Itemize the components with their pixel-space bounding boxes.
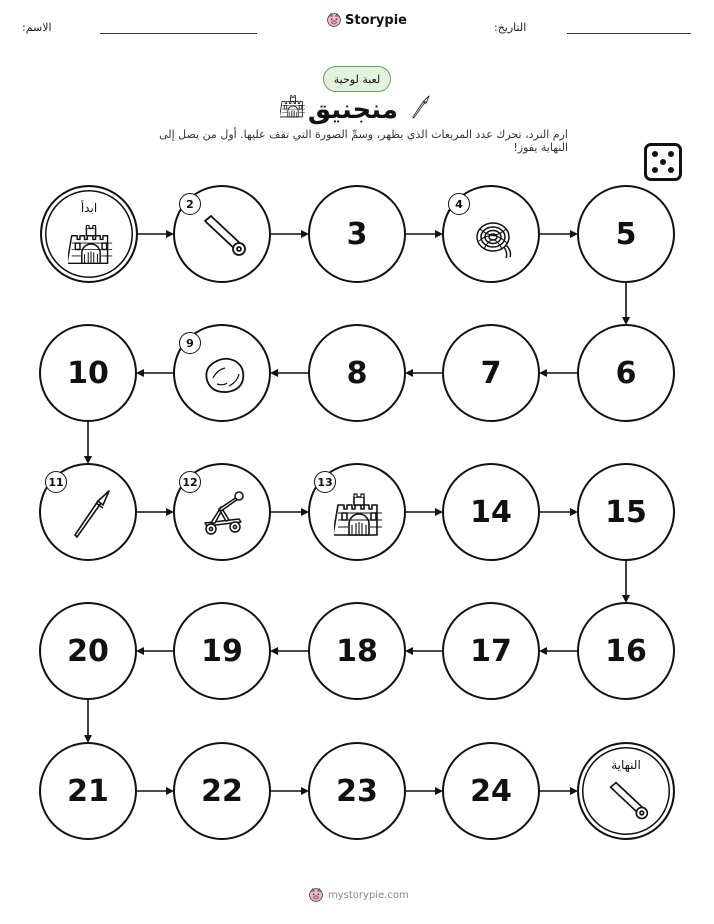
lever-arm-icon: [605, 778, 651, 824]
castle-icon: [334, 489, 384, 539]
cell-number: 17: [470, 633, 512, 669]
cell-number: 10: [67, 355, 109, 391]
cell-number: 22: [201, 773, 243, 809]
cell-number-badge: 11: [45, 471, 67, 493]
cell-number: 23: [336, 773, 378, 809]
cell-number: 15: [605, 494, 647, 530]
cell-number: 18: [336, 633, 378, 669]
board-cell-10[interactable]: [39, 324, 137, 422]
date-label: التاريخ:: [494, 21, 527, 34]
board-cell-5[interactable]: [577, 185, 675, 283]
board-cell-8[interactable]: [308, 324, 406, 422]
board-cell-7[interactable]: [442, 324, 540, 422]
board-cell-24[interactable]: [442, 742, 540, 840]
board-cell-23[interactable]: [308, 742, 406, 840]
finish-label: النهاية: [611, 758, 641, 772]
board-cell-16[interactable]: [577, 602, 675, 700]
cell-number: 5: [615, 216, 637, 252]
cell-number: 8: [346, 355, 368, 391]
footer-site[interactable]: mystorypie.com: [328, 889, 409, 901]
board-cell-17[interactable]: [442, 602, 540, 700]
name-label: الاسم:: [22, 21, 52, 34]
cell-number-badge: 12: [179, 471, 201, 493]
pig-logo-icon: [308, 887, 324, 903]
game-type-pill: لعبة لوحية: [323, 66, 391, 92]
cell-number-badge: 9: [179, 332, 201, 354]
spear-icon: [65, 489, 115, 539]
lever-arm-icon: [199, 211, 249, 261]
board-cell-20[interactable]: [39, 602, 137, 700]
board-cell-14[interactable]: [442, 463, 540, 561]
cell-number-badge: 4: [448, 193, 470, 215]
board-cell-22[interactable]: [173, 742, 271, 840]
finish-cell[interactable]: [577, 742, 675, 840]
page-title: منجنيق: [307, 95, 398, 125]
cell-number: 7: [480, 355, 502, 391]
board-cell-3[interactable]: [308, 185, 406, 283]
board-cell-2[interactable]: [173, 185, 271, 283]
rope-coil-icon: [468, 211, 518, 261]
cell-number: 16: [605, 633, 647, 669]
cell-number: 3: [346, 216, 368, 252]
cell-number: 20: [67, 633, 109, 669]
start-cell[interactable]: [40, 185, 138, 283]
board-cell-6[interactable]: [577, 324, 675, 422]
brand-name: Storypie: [345, 12, 407, 28]
boulder-icon: [199, 350, 249, 400]
board-cell-18[interactable]: [308, 602, 406, 700]
cell-number: 24: [470, 773, 512, 809]
board-cell-4[interactable]: [442, 185, 540, 283]
board-cell-12[interactable]: [173, 463, 271, 561]
instructions: ارم النرد، تحرك عدد المربعات الذي يظهر، وسمِّ الصورة التي تقف عليها. أول من يصل إلى النهاية يفوز!: [159, 128, 568, 154]
cell-number: 6: [615, 355, 637, 391]
start-label: ابدأ: [80, 201, 98, 215]
board-cell-19[interactable]: [173, 602, 271, 700]
cell-number-badge: 2: [179, 193, 201, 215]
board-cell-13[interactable]: [308, 463, 406, 561]
footer: [308, 887, 409, 903]
cell-number-badge: 13: [314, 471, 336, 493]
cell-number: 19: [201, 633, 243, 669]
board-cell-11[interactable]: [39, 463, 137, 561]
board-cell-21[interactable]: [39, 742, 137, 840]
board-cell-15[interactable]: [577, 463, 675, 561]
catapult-icon: [199, 489, 249, 539]
cell-number: 14: [470, 494, 512, 530]
board-cell-9[interactable]: [173, 324, 271, 422]
castle-icon: [68, 221, 114, 267]
cell-number: 21: [67, 773, 109, 809]
